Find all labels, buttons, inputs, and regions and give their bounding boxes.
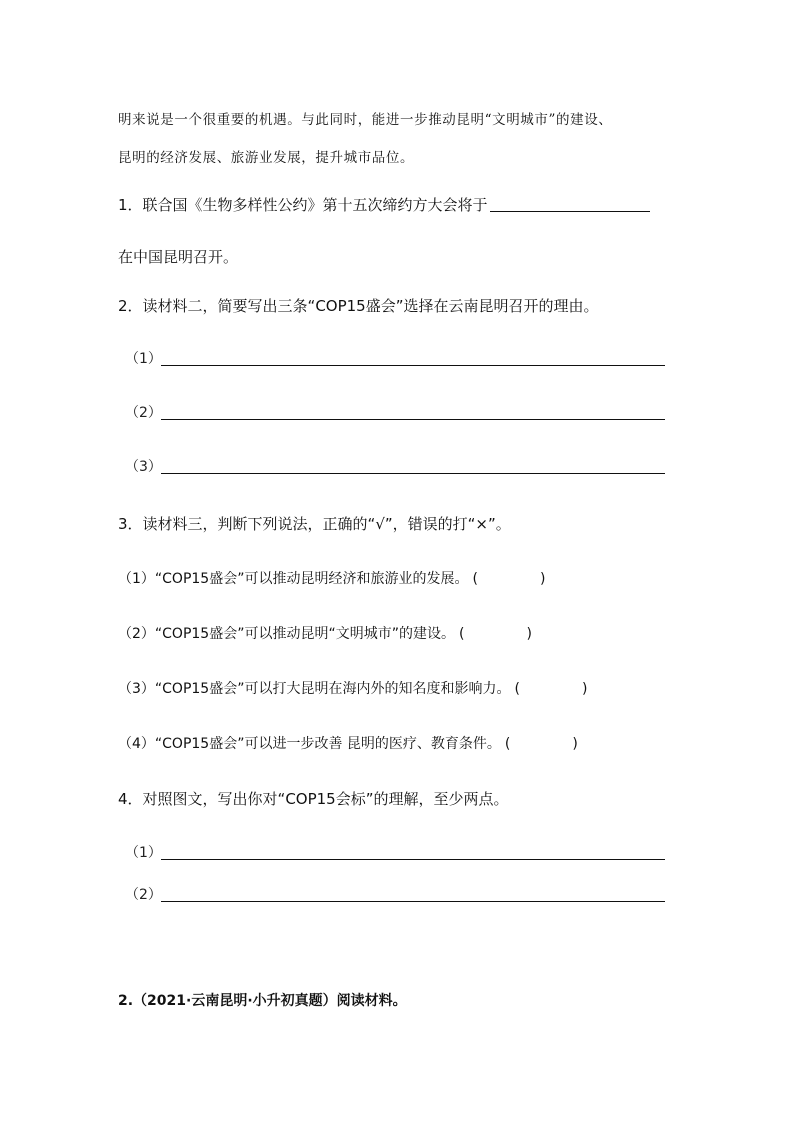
answer-line[interactable] — [125, 346, 665, 368]
question-1-text: 1．联合国《生物多样性公约》第十五次缔约方大会将于 — [118, 196, 488, 214]
answer-paren-close: ) — [526, 626, 532, 642]
answer-rule — [161, 365, 665, 366]
answer-rule — [161, 859, 665, 860]
answer-rule — [161, 419, 665, 420]
answer-paren-open: ( — [514, 681, 520, 697]
question-4: 4．对照图文，写出你对“COP15会标”的理解，至少两点。 — [118, 790, 509, 808]
judgement-text: （3）“COP15盛会”可以打大昆明在海内外的知名度和影响力。 — [118, 681, 511, 697]
judgement-item — [118, 678, 587, 698]
judgement-text: （2）“COP15盛会”可以推动昆明“文明城市”的建设。 — [118, 626, 455, 642]
answer-line[interactable] — [125, 882, 665, 904]
judgement-item — [118, 568, 545, 588]
answer-paren-close: ) — [581, 681, 588, 697]
question-3: 3．读材料三，判断下列说法，正确的“√”，错误的打“×”。 — [118, 515, 511, 533]
judgement-item — [118, 733, 578, 753]
question-1-continuation: 在中国昆明召开。 — [118, 248, 239, 266]
question-2: 2．读材料二，简要写出三条“COP15盛会”选择在云南昆明召开的理由。 — [118, 297, 599, 315]
answer-number: （1） — [125, 845, 162, 861]
answer-paren-open: ( — [504, 736, 511, 752]
passage-line-1: 明来说是一个很重要的机遇。与此同时，能进一步推动昆明“文明城市”的建设、 — [118, 112, 613, 128]
judgement-text: （1）“COP15盛会”可以推动昆明经济和旅游业的发展。 — [118, 571, 469, 587]
answer-paren-close: ) — [572, 736, 578, 752]
question-1-blank[interactable] — [490, 210, 650, 212]
judgement-item — [118, 623, 532, 643]
question-1 — [118, 194, 650, 215]
answer-number: （3） — [125, 459, 162, 475]
answer-paren-close: ) — [539, 571, 546, 587]
judgement-text: （4）“COP15盛会”可以进一步改善 昆明的医疗、教育条件。 — [118, 736, 501, 752]
answer-rule — [161, 901, 665, 902]
answer-number: （1） — [125, 351, 162, 367]
next-question-heading: 2.（2021·云南昆明·小升初真题）阅读材料。 — [118, 993, 407, 1009]
answer-line[interactable] — [125, 454, 665, 476]
answer-line[interactable] — [125, 400, 665, 422]
answer-number: （2） — [125, 405, 162, 421]
answer-number: （2） — [125, 887, 162, 903]
answer-paren-open: ( — [458, 626, 465, 642]
answer-line[interactable] — [125, 840, 665, 862]
passage-line-2: 昆明的经济发展、旅游业发展，提升城市品位。 — [118, 150, 415, 166]
answer-rule — [161, 473, 665, 474]
answer-paren-open: ( — [472, 571, 478, 587]
